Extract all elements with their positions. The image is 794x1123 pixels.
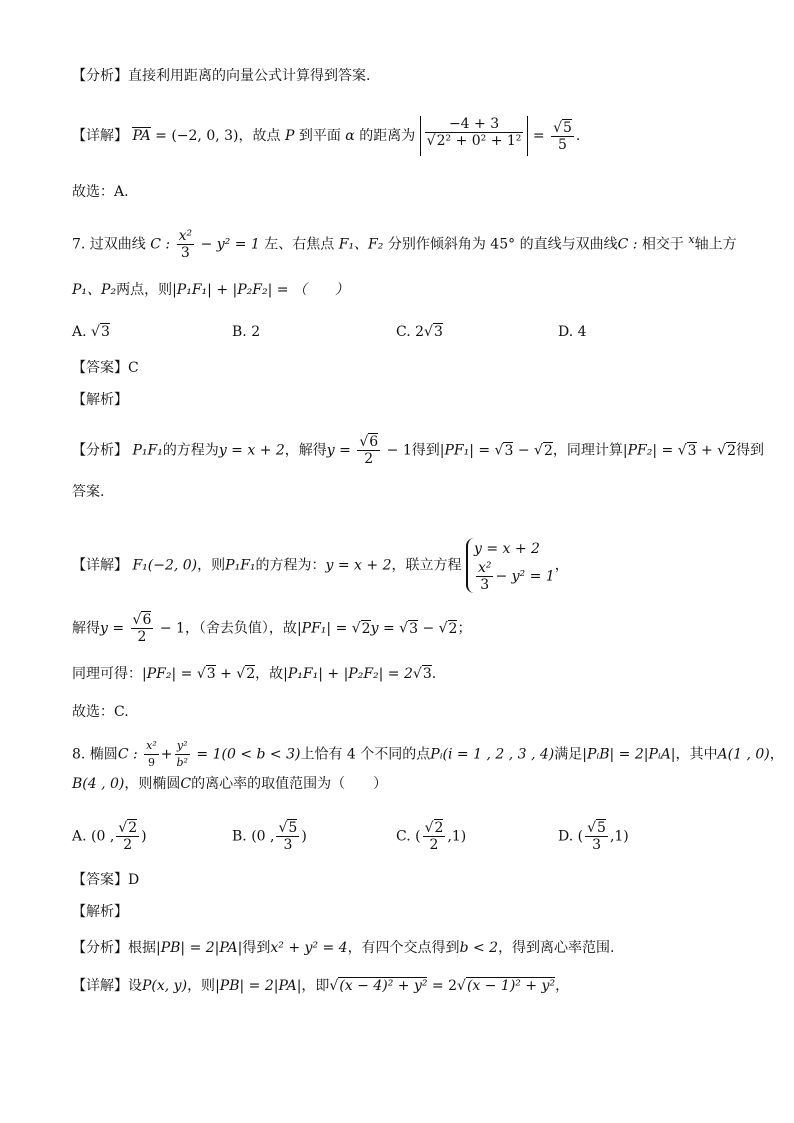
q7-detail-line: 【详解】 F₁(−2, 0)，则P₁F₁的方程为：y = x + 2，联立方程 y = x + 2 $\frac{\text{x²}}{3}$ − y² = 1 ， — [72, 538, 569, 593]
q7-solve-line: 解得y = $\frac{√6}{2}$ − 1，（舍去负值），故|PF₁| = √2y = √3 − √2； — [72, 612, 472, 645]
analysis-label: 【分析】 — [72, 68, 128, 84]
q7-stem5: 相交于 — [641, 236, 684, 253]
q7-choose-answer: C. — [114, 704, 129, 720]
answer-tag: 【答案】 — [72, 360, 128, 376]
q6-result-den: 5 — [551, 136, 574, 153]
q7-analysis-line2: 答案. — [72, 484, 105, 500]
q6-frac-num: −4 + 3 — [448, 116, 500, 132]
q6-choose-answer: A. — [114, 184, 129, 200]
q8-detail-line: 【详解】设P(x, y)，则|PB| = 2|PA|，即√(x − 4)² + y² = 2√(x − 1)² + y²， — [72, 978, 570, 994]
q6-plane: α — [345, 128, 355, 144]
choose-label: 故选： — [72, 184, 114, 200]
q7-option-b: B. 2 — [232, 324, 261, 340]
q7-stem3: 分别作倾斜角为 — [387, 236, 486, 253]
analysis-label-q7: 【分析】 — [72, 442, 128, 459]
q6-vector-pa: PA — [132, 128, 151, 144]
q7-curve-2: C : — [617, 236, 642, 253]
q7-curve: C : — [150, 236, 175, 253]
q7-option-a: A. √3 — [72, 324, 110, 340]
q7-eq-tail: − y² = 1 — [200, 236, 260, 253]
q7-stem4: 的直线与双曲线 — [519, 236, 618, 253]
q7-same-line: 同理可得：|PF₂| = √3 + √2，故|P₁F₁| + |P₂F₂| = 2√3. — [72, 666, 437, 682]
q7-stem-line2b: 两点，则 — [116, 282, 173, 298]
q6-point: P — [284, 128, 295, 144]
q8-answer-line: 【答案】D — [72, 872, 140, 888]
q7-choose-line: 故选：C. — [72, 704, 129, 720]
q6-vector-value: = (−2, 0, 3) — [155, 128, 239, 144]
q7-option-d: D. 4 — [558, 324, 587, 340]
q7-analysis-line: 【分析】 P₁F₁的方程为y = x + 2，解得y = $\frac{√6}{2}$ − 1得到|PF₁| = √3 − √2，同理计算|PF₂| = √3 + √2得到 — [72, 434, 765, 467]
q8-option-d: D. ( $\frac{√5}{3}$ ,1) — [558, 820, 629, 853]
q7-question: |P₁F₁| + |P₂F₂| = （ ） — [172, 282, 349, 298]
q8-stem-line2: B(4 , 0)，则椭圆C的离心率的取值范围为（ ） — [72, 776, 388, 792]
q7-explain-line — [72, 390, 128, 410]
q6-text-plane: 到平面 — [298, 128, 341, 144]
q7-answer-line — [72, 358, 139, 378]
q7-stem-line2 — [72, 280, 349, 300]
q7-axis: x — [688, 232, 695, 246]
q7-option-c: C. 2√3 — [396, 324, 443, 340]
q7-stem2: 左、右焦点 — [264, 236, 335, 253]
q8-option-c: C. ( $\frac{√2}{2}$ ,1) — [396, 820, 467, 853]
q7-answer: C — [128, 360, 139, 376]
detail-label: 【详解】 — [72, 128, 128, 144]
q6-result-num: √5 — [553, 119, 572, 136]
q6-detail-line: 【详解】 PA = (−2, 0, 3)，故点 P 到平面 α 的距离为 $\frac{-4 + 3}{\text{√2² + 0² + 1²}}$ = $\frac{√5}{5}$ . — [72, 116, 580, 156]
q6-result-fraction — [551, 120, 574, 153]
q6-analysis-text: 直接利用距离的向量公式计算得到答案. — [128, 68, 371, 84]
q6-analysis-line — [72, 66, 370, 86]
q6-abs-fraction — [420, 116, 529, 156]
q6-text-mid: ，故点 — [238, 128, 281, 144]
q8-explain-line: 【解析】 — [72, 904, 128, 920]
q6-frac-den: √2² + 0² + 1² — [426, 133, 522, 149]
q8-option-a: A. (0 , $\frac{√2}{2}$ ) — [72, 820, 147, 853]
q6-distance-fraction — [425, 116, 524, 149]
detail-label-q7: 【详解】 — [72, 557, 128, 574]
q7-stem6: 轴上方 — [694, 236, 737, 253]
q6-choose-line — [72, 182, 129, 202]
q7-stem-number: 7. 过双曲线 — [72, 236, 146, 253]
q7-points: P₁、P₂ — [72, 282, 117, 298]
q8-answer: D — [128, 872, 140, 888]
q6-text-distance: 的距离为 — [359, 128, 416, 144]
q7-foci: F₁、F₂ — [338, 236, 384, 253]
q8-stem-line1: 8. 椭圆C : $\frac{\text{x²}}{9}$ + $\frac{\text{y²}}{\text{b²}}$ = 1(0 < b < 3)上恰有 4 个不同的点Pᵢ(i = 1 , 2 , 3 , 4)满足|PᵢB| = 2|PᵢA|，其中A(1 , 0)， — [72, 739, 784, 769]
explain-tag: 【解析】 — [72, 392, 128, 408]
q7-angle: 45° — [490, 236, 516, 253]
q7-eq-frac: $\frac{\text{x²}}{3}$ — [178, 228, 193, 261]
q7-analysis-frac: $\frac{√6}{2}$ — [359, 434, 379, 467]
q8-analysis-line: 【分析】根据|PB| = 2|PA|得到x² + y² = 4，有四个交点得到b < 2，得到离心率范围. — [72, 940, 615, 956]
q7-stem-line1 — [72, 228, 737, 261]
q8-option-b: B. (0 , $\frac{√5}{3}$ ) — [232, 820, 307, 853]
q7-equation-system: y = x + 2 $\frac{\text{x²}}{3}$ − y² = 1 — [466, 538, 555, 593]
